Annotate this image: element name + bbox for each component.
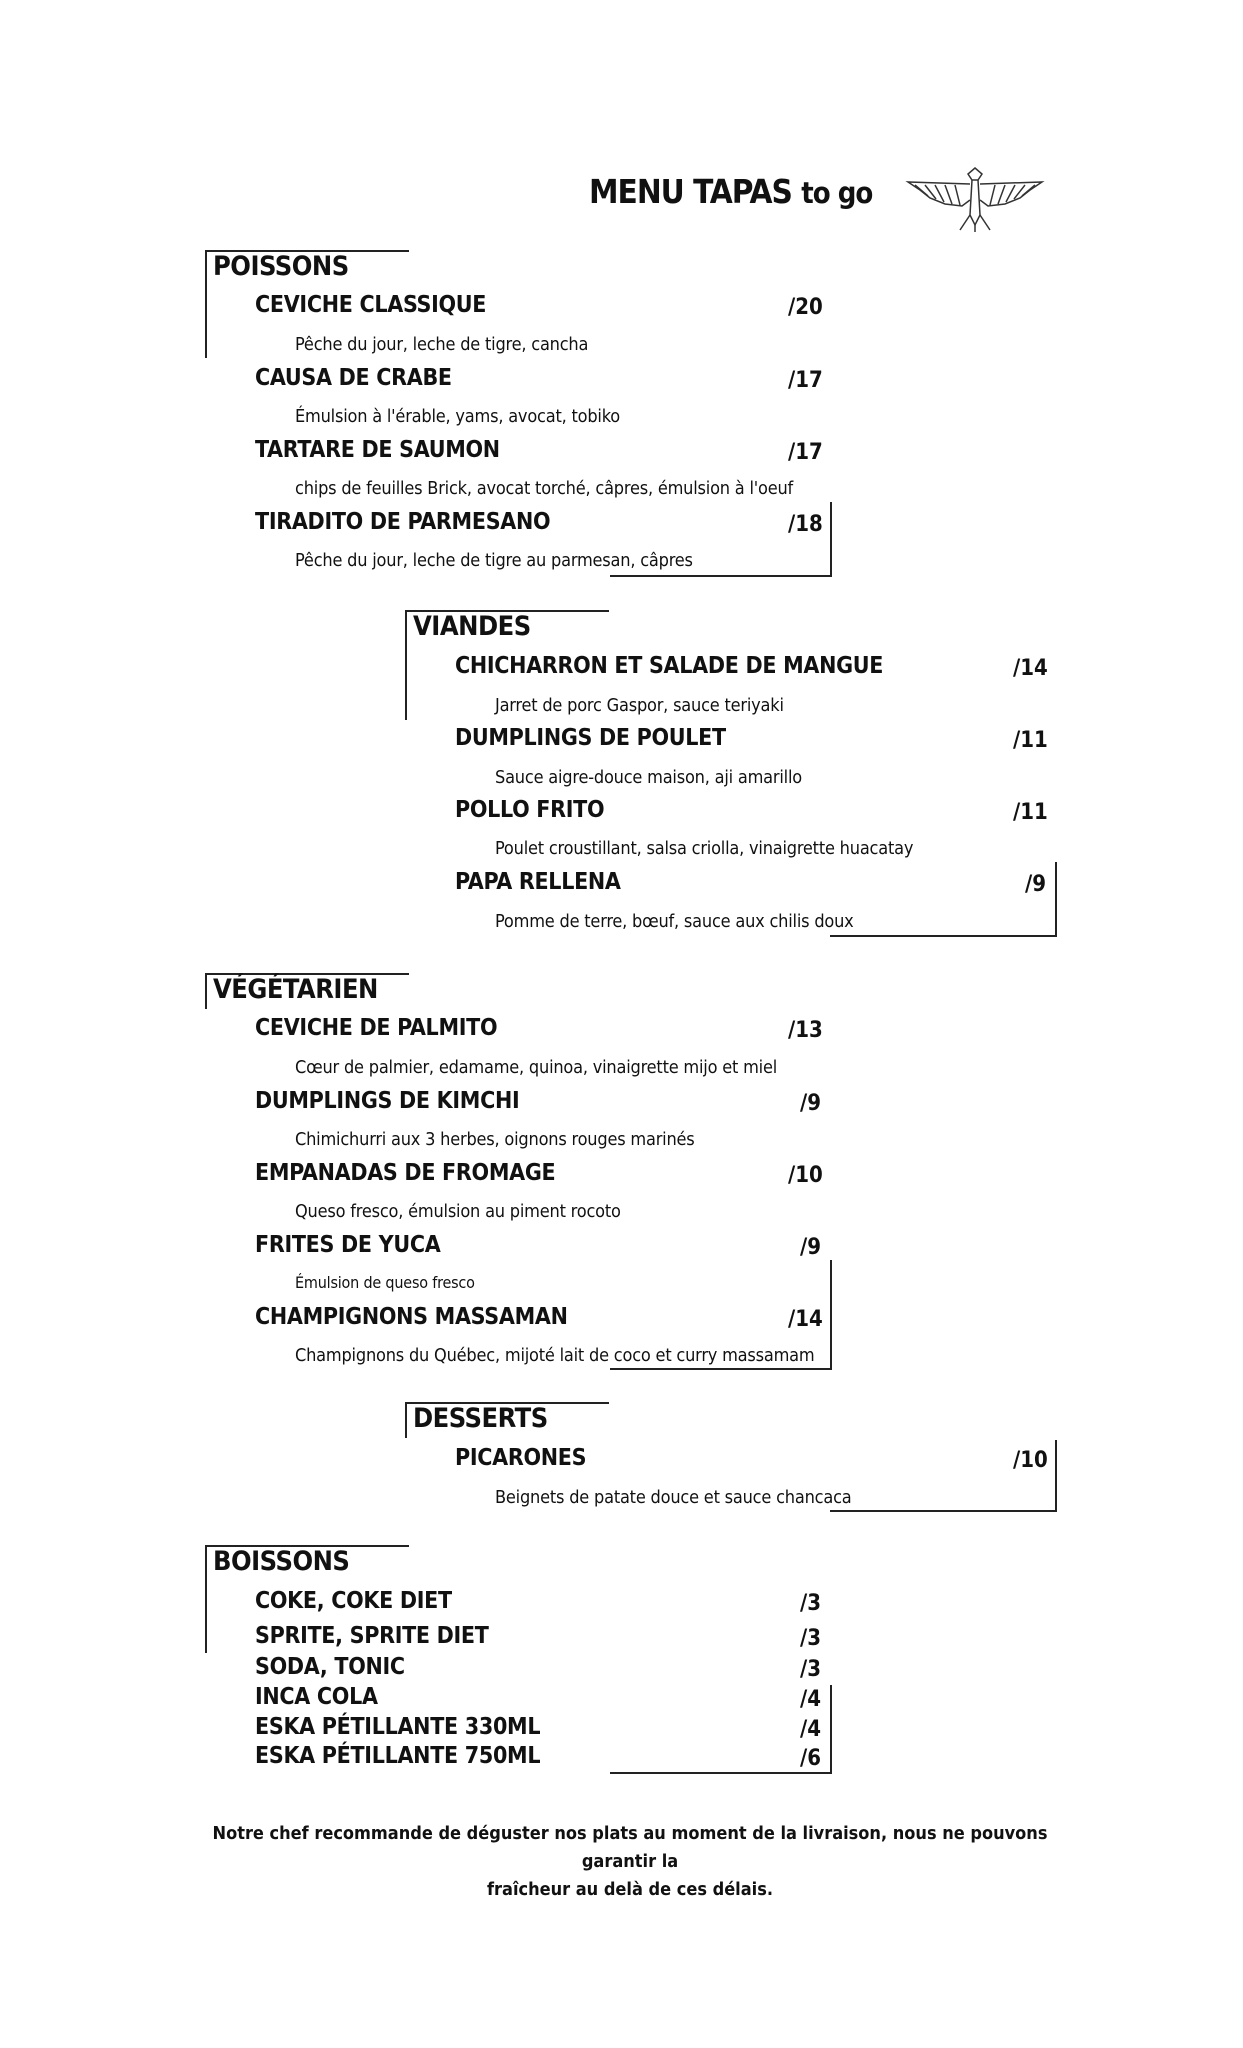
menu-item-name: DUMPLINGS DE POULET: [455, 725, 726, 751]
menu-item-name: POLLO FRITO: [455, 797, 605, 823]
menu-item-desc: Cœur de palmier, edamame, quinoa, vinaigrette mijo et miel: [295, 1057, 778, 1078]
drink-name: SPRITE, SPRITE DIET: [255, 1623, 489, 1649]
divider: [1055, 862, 1057, 937]
menu-item-desc: Émulsion de queso fresco: [295, 1273, 475, 1292]
menu-item-price: /18: [788, 512, 823, 537]
divider: [1055, 1440, 1057, 1512]
divider: [610, 575, 832, 577]
menu-item-price: /9: [800, 1235, 822, 1260]
drink-price: /4: [800, 1717, 822, 1742]
title-small: to go: [801, 176, 873, 210]
footer-note: [180, 1820, 1080, 1904]
menu-item-name: CEVICHE DE PALMITO: [255, 1015, 498, 1041]
menu-item-price: /14: [788, 1307, 823, 1332]
footer-line-1: Notre chef recommande de déguster nos plats au moment de la livraison, nous ne pouvons garantir la: [212, 1823, 1048, 1872]
menu-item-name: CHICHARRON ET SALADE DE MANGUE: [455, 653, 884, 679]
title-main: MENU TAPAS: [589, 172, 792, 211]
menu-item-desc: Sauce aigre-douce maison, aji amarillo: [495, 767, 802, 788]
menu-item-name: EMPANADAS DE FROMAGE: [255, 1160, 556, 1186]
divider: [205, 250, 207, 358]
section-title: DESSERTS: [413, 1403, 548, 1434]
section-title: POISSONS: [213, 251, 349, 282]
drink-name: ESKA PÉTILLANTE 750ML: [255, 1743, 541, 1769]
divider: [610, 1368, 832, 1370]
section-title: VIANDES: [413, 611, 531, 642]
divider: [610, 1772, 832, 1774]
drink-price: /3: [800, 1591, 822, 1616]
divider: [830, 935, 1057, 937]
menu-item-desc: Chimichurri aux 3 herbes, oignons rouges marinés: [295, 1129, 695, 1150]
drink-price: /4: [800, 1687, 822, 1712]
divider: [830, 1260, 832, 1370]
menu-item-desc: Pêche du jour, leche de tigre au parmesan, câpres: [295, 550, 693, 571]
menu-item-price: /20: [788, 295, 823, 320]
menu-item-desc: Beignets de patate douce et sauce chancaca: [495, 1487, 852, 1508]
menu-item-name: CHAMPIGNONS MASSAMAN: [255, 1304, 568, 1330]
section-title: BOISSONS: [213, 1546, 350, 1577]
drink-price: /6: [800, 1746, 822, 1771]
drink-name: ESKA PÉTILLANTE 330ML: [255, 1714, 541, 1740]
menu-item-price: /11: [1013, 728, 1048, 753]
menu-item-price: /17: [788, 440, 823, 465]
page-title: [589, 172, 872, 211]
divider: [830, 1685, 832, 1773]
drink-name: COKE, COKE DIET: [255, 1588, 452, 1614]
menu-item-desc: Pomme de terre, bœuf, sauce aux chilis doux: [495, 911, 854, 932]
section-title: VÉGÉTARIEN: [213, 974, 378, 1005]
divider: [205, 1545, 207, 1653]
menu-item-price: /9: [800, 1091, 822, 1116]
divider: [830, 502, 832, 577]
menu-item-name: CAUSA DE CRABE: [255, 365, 452, 391]
menu-item-desc: Jarret de porc Gaspor, sauce teriyaki: [495, 695, 784, 716]
menu-item-name: PAPA RELLENA: [455, 869, 621, 895]
drink-name: INCA COLA: [255, 1684, 378, 1710]
divider: [405, 610, 407, 720]
menu-item-name: TARTARE DE SAUMON: [255, 437, 500, 463]
menu-item-desc: Émulsion à l'érable, yams, avocat, tobiko: [295, 406, 620, 427]
footer-line-2: fraîcheur au delà de ces délais.: [486, 1879, 773, 1900]
menu-item-price: /13: [788, 1018, 823, 1043]
menu-item-name: TIRADITO DE PARMESANO: [255, 509, 551, 535]
menu-item-price: /11: [1013, 800, 1048, 825]
menu-item-desc: Pêche du jour, leche de tigre, cancha: [295, 334, 589, 355]
menu-item-price: /10: [788, 1163, 823, 1188]
menu-item-name: FRITES DE YUCA: [255, 1232, 441, 1258]
divider: [830, 1510, 1057, 1512]
drink-name: SODA, TONIC: [255, 1654, 405, 1680]
divider: [405, 1402, 407, 1438]
drink-price: /3: [800, 1626, 822, 1651]
drink-price: /3: [800, 1657, 822, 1682]
menu-item-desc: Champignons du Québec, mijoté lait de coco et curry massamam: [295, 1345, 815, 1366]
thunderbird-icon: [900, 160, 1050, 235]
menu-item-price: /14: [1013, 656, 1048, 681]
menu-item-name: DUMPLINGS DE KIMCHI: [255, 1088, 520, 1114]
menu-item-desc: Poulet croustillant, salsa criolla, vinaigrette huacatay: [495, 838, 914, 859]
menu-item-price: /9: [1025, 872, 1047, 897]
menu-item-name: PICARONES: [455, 1445, 587, 1471]
menu-item-price: /17: [788, 368, 823, 393]
divider: [205, 973, 207, 1009]
menu-item-price: /10: [1013, 1448, 1048, 1473]
menu-item-desc: Queso fresco, émulsion au piment rocoto: [295, 1201, 621, 1222]
menu-item-name: CEVICHE CLASSIQUE: [255, 292, 487, 318]
menu-item-desc: chips de feuilles Brick, avocat torché, câpres, émulsion à l'oeuf: [295, 478, 794, 499]
